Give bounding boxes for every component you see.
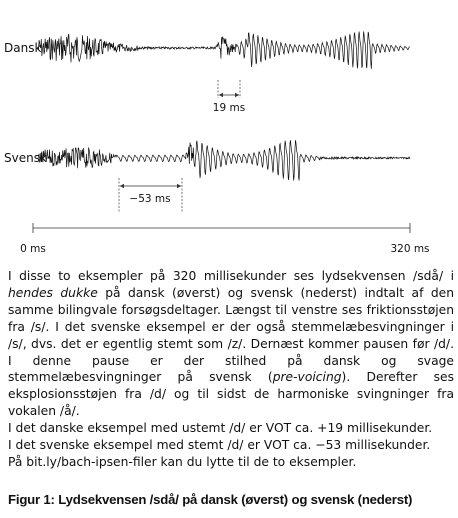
figure-description [8, 268, 454, 471]
paragraph-text: ). Derefter ses eksplosionsstøjen fra /d/ og til sidst de harmoniske svingninger fra vokalen /å/. [8, 370, 455, 419]
paragraph-text: I disse to eksempler på 320 millisekunder ses lydsekvensen /sdå/ i [8, 269, 454, 283]
danish-vot-label: 19 ms [212, 102, 246, 114]
paragraph-italic-term: pre-voicing [272, 370, 342, 385]
figure-caption: Figur 1: Lydsekvensen /sdå/ på dansk (øverst) og svensk (nederst) [8, 492, 413, 507]
swedish-vot-sentence: I det svenske eksempel med stemt /d/ er VOT ca. −53 millisekunder. [8, 438, 431, 453]
danish-waveform [38, 31, 410, 68]
audio-link-sentence: På bit.ly/bach-ipsen-filer kan du lytte til de to eksempler. [8, 454, 357, 469]
paragraph-italic-phrase: hendes dukke [8, 285, 98, 300]
time-axis [33, 223, 410, 233]
swedish-waveform-label: Svensk [4, 151, 47, 165]
danish-vot-sentence: I det danske eksempel med ustemt /d/ er VOT ca. +19 millisekunder. [8, 421, 433, 436]
paragraph-text: på dansk (øverst) og svensk (nederst) indtalt af den samme bilingvale forsøgsdeltager. Længst til venstre ses friktionsstøjen fra /s/. I det svenske eksempel er der også stemmelæbesvingninger i /s/, dvs. det er egentlig stemt som /z/. Dernæst kommer pausen før /d/. I denne pause er der stilhed på dansk og svage stemmelæbesvingninger på svensk ( [8, 285, 454, 385]
axis-start-label: 0 ms [20, 243, 46, 255]
description-paragraph [8, 268, 454, 420]
swedish-vot-label: −53 ms [129, 193, 171, 205]
swedish-waveform [38, 140, 410, 180]
danish-waveform-label: Dansk [4, 41, 42, 55]
axis-end-label: 320 ms [390, 243, 430, 255]
danish-vot-marker [218, 80, 240, 98]
